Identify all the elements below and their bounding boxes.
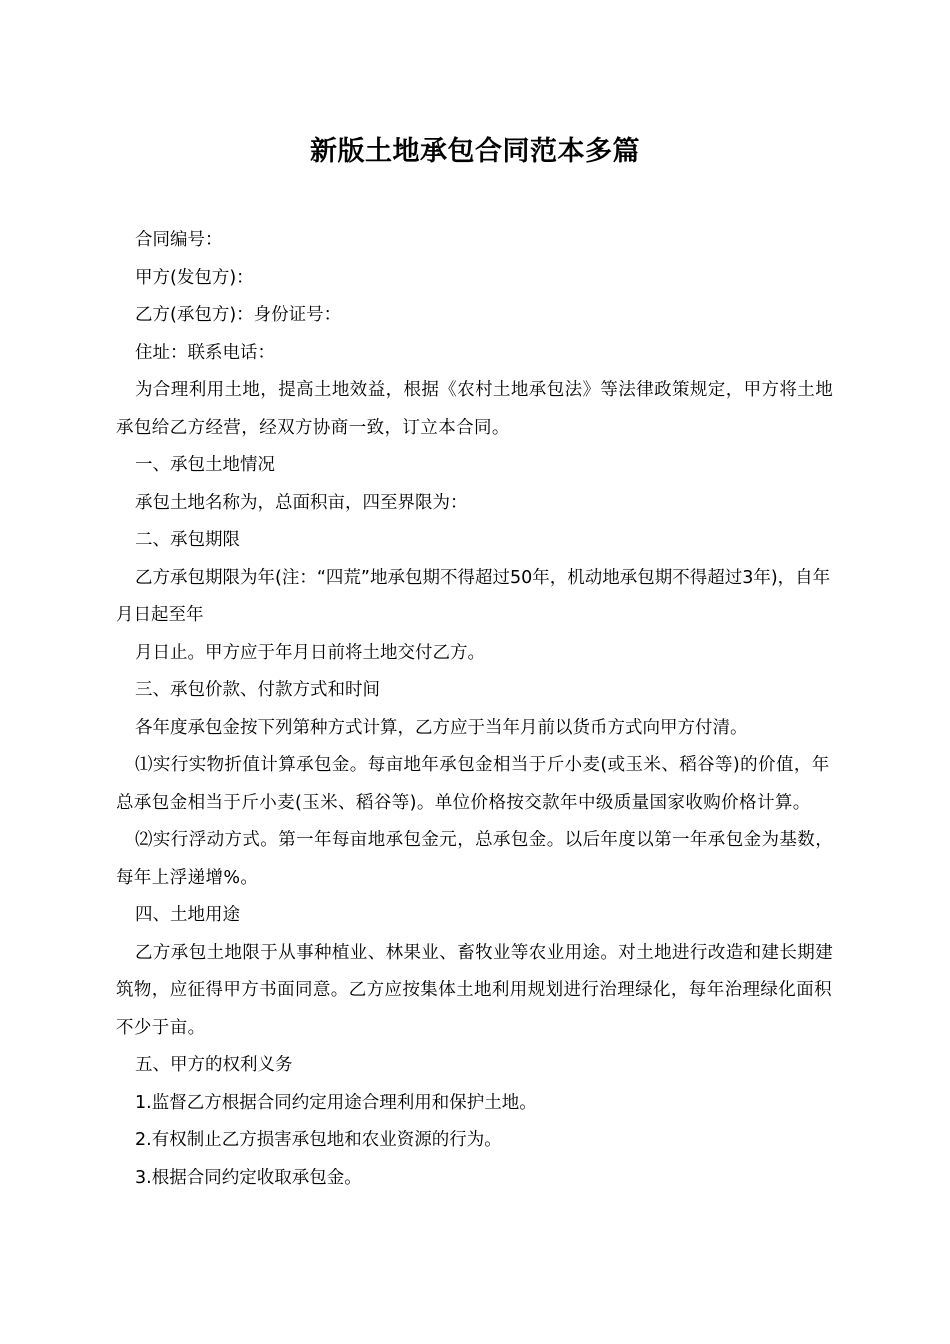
party-a-duty-1: 1.监督乙方根据合同约定用途合理利用和保护土地。 xyxy=(135,1092,537,1113)
party-a-duty-3: 3.根据合同约定收取承包金。 xyxy=(135,1167,362,1188)
land-info-paragraph: 承包土地名称为，总面积亩，四至界限为： xyxy=(135,492,468,513)
section-heading-3: 三、承包价款、付款方式和时间 xyxy=(135,680,380,700)
payment-paragraph: 各年度承包金按下列第种方式计算，乙方应于当年月前以货币方式向甲方付清。 xyxy=(135,717,748,738)
party-a-line: 甲方(发包方)： xyxy=(135,267,254,288)
party-b-line: 乙方(承包方)：身份证号： xyxy=(135,305,342,325)
section-heading-4: 四、土地用途 xyxy=(135,905,240,925)
preamble-paragraph: 为合理利用土地，提高土地效益，根据《农村土地承包法》等法律政策规定，甲方将土地承包给乙方经营，经双方协商一致，订立本合同。 xyxy=(116,380,834,438)
party-a-duty-2: 2.有权制止乙方损害承包地和农业资源的行为。 xyxy=(135,1130,502,1150)
section-heading-5: 五、甲方的权利义务 xyxy=(135,1055,293,1075)
contract-number-line: 合同编号： xyxy=(135,230,223,250)
payment-option-2: ⑵实行浮动方式。第一年每亩地承包金元，总承包金。以后年度以第一年承包金为基数，每年上浮递增%。 xyxy=(116,830,834,888)
section-heading-2: 二、承包期限 xyxy=(135,530,240,550)
term-paragraph: 乙方承包期限为年(注：“四荒”地承包期不得超过50年，机动地承包期不得超过3年)，自年月日起至年 xyxy=(116,567,831,625)
section-heading-1: 一、承包土地情况 xyxy=(135,455,275,475)
term-end-paragraph: 月日止。甲方应于年月日前将土地交付乙方。 xyxy=(135,642,485,663)
payment-option-1: ⑴实行实物折值计算承包金。每亩地年承包金相当于斤小麦(或玉米、稻谷等)的价值，年总承包金相当于斤小麦(玉米、稻谷等)。单位价格按交款年中级质量国家收购价格计算。 xyxy=(116,755,830,813)
document-title: 新版土地承包合同范本多篇 xyxy=(310,136,640,167)
address-line: 住址：联系电话： xyxy=(135,342,275,363)
land-use-paragraph: 乙方承包土地限于从事种植业、林果业、畜牧业等农业用途。对土地进行改造和建长期建筑物，应征得甲方书面同意。乙方应按集体土地利用规划进行治理绿化，每年治理绿化面积不少于亩。 xyxy=(116,942,834,1038)
document-body xyxy=(116,222,838,1197)
